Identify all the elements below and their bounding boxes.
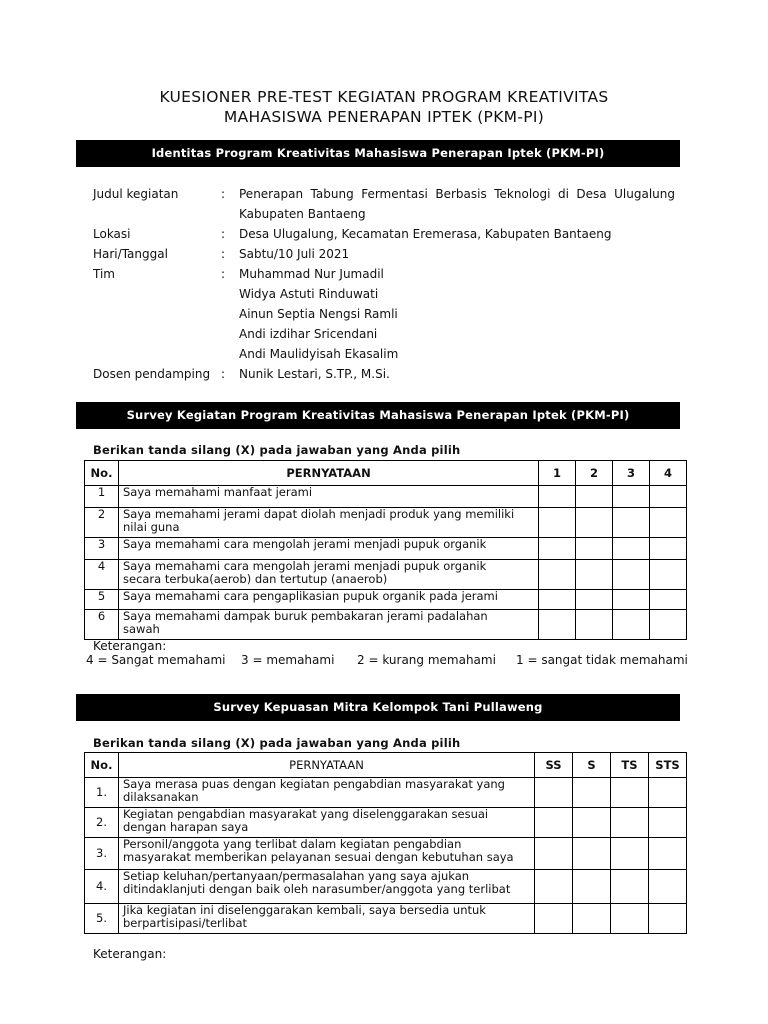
- statement-line: Saya memahami cara mengolah jerami menjadi pupuk organik: [123, 537, 487, 551]
- row-statement: [119, 808, 535, 838]
- row-statement: [119, 904, 535, 934]
- table-row: [85, 508, 687, 538]
- statement-line: Jika kegiatan ini diselenggarakan kembali, saya bersedia untuk: [123, 903, 486, 917]
- answer-cell[interactable]: [539, 610, 576, 640]
- scale-header: 3: [613, 461, 650, 486]
- answer-cell[interactable]: [535, 904, 573, 934]
- row-statement: [119, 486, 539, 508]
- answer-cell[interactable]: [539, 590, 576, 610]
- survey1-table: [84, 460, 687, 640]
- hari-label: Hari/Tanggal: [93, 247, 168, 261]
- answer-cell[interactable]: [539, 486, 576, 508]
- answer-cell[interactable]: [611, 904, 649, 934]
- answer-cell[interactable]: [573, 838, 611, 870]
- row-statement: [119, 610, 539, 640]
- row-number: 1: [85, 486, 119, 508]
- answer-cell[interactable]: [576, 538, 613, 560]
- row-number: 4: [85, 560, 119, 590]
- identity-section-header: Identitas Program Kreativitas Mahasiswa Penerapan Iptek (PKM-PI): [76, 140, 680, 167]
- scale-header: TS: [611, 753, 649, 778]
- survey2-table: [84, 752, 687, 934]
- row-statement: [119, 538, 539, 560]
- statement-line: Saya memahami dampak buruk pembakaran jerami padalahan: [123, 609, 488, 623]
- table-row: [85, 904, 687, 934]
- row-statement: [119, 508, 539, 538]
- answer-cell[interactable]: [649, 778, 687, 808]
- answer-cell[interactable]: [539, 560, 576, 590]
- table-row: [85, 538, 687, 560]
- statement-line: Saya memahami cara mengolah jerami menjadi pupuk organik: [123, 559, 487, 573]
- answer-cell[interactable]: [650, 486, 687, 508]
- statement-line: Personil/anggota yang terlibat dalam kegiatan pengabdian: [123, 837, 462, 851]
- judul-value-line-1: Penerapan Tabung Fermentasi Berbasis Teknologi di Desa Ulugalung: [239, 187, 675, 201]
- lokasi-colon: :: [221, 227, 226, 241]
- tim-member: Muhammad Nur Jumadil: [239, 267, 384, 281]
- answer-cell[interactable]: [613, 538, 650, 560]
- row-number: 2.: [85, 808, 119, 838]
- statement-line: secara terbuka(aerob) dan tertutup (anaerob): [123, 572, 388, 586]
- table-row: [85, 590, 687, 610]
- survey2-header-row: [85, 753, 687, 778]
- survey1-header-row: [85, 461, 687, 486]
- judul-value-line-2: Kabupaten Bantaeng: [239, 207, 366, 221]
- legend-item: 2 = kurang memahami: [357, 653, 496, 667]
- document-title-line-1: KUESIONER PRE-TEST KEGIATAN PROGRAM KREATIVITAS: [159, 88, 609, 106]
- answer-cell[interactable]: [535, 838, 573, 870]
- dosen-label: Dosen pendamping: [93, 367, 211, 381]
- row-statement: [119, 560, 539, 590]
- statement-line: berpartisipasi/terlibat: [123, 916, 248, 930]
- dosen-value: Nunik Lestari, S.TP., M.Si.: [239, 367, 390, 381]
- row-number: 3: [85, 538, 119, 560]
- answer-cell[interactable]: [539, 508, 576, 538]
- tim-member: Andi Maulidyisah Ekasalim: [239, 347, 399, 361]
- document-title-line-2: MAHASISWA PENERAPAN IPTEK (PKM-PI): [223, 108, 545, 126]
- answer-cell[interactable]: [649, 808, 687, 838]
- legend-item: 1 = sangat tidak memahami: [516, 653, 688, 667]
- table-row: [85, 808, 687, 838]
- row-number: 2: [85, 508, 119, 538]
- answer-cell[interactable]: [611, 870, 649, 904]
- row-number: 4.: [85, 870, 119, 904]
- statement-line: nilai guna: [123, 520, 180, 534]
- tim-member: Ainun Septia Nengsi Ramli: [239, 307, 398, 321]
- tim-member: Widya Astuti Rinduwati: [239, 287, 379, 301]
- hari-value: Sabtu/10 Juli 2021: [239, 247, 350, 261]
- tim-colon: :: [221, 267, 226, 281]
- answer-cell[interactable]: [611, 808, 649, 838]
- survey1-keterangan-label: Keterangan:: [93, 639, 167, 653]
- row-number: 3.: [85, 838, 119, 870]
- answer-cell[interactable]: [576, 590, 613, 610]
- statement-line: Saya merasa puas dengan kegiatan pengabdian masyarakat yang: [123, 777, 505, 791]
- statement-line: Kegiatan pengabdian masyarakat yang diselenggarakan sesuai: [123, 807, 489, 821]
- table-row: [85, 870, 687, 904]
- statement-line: dengan harapan saya: [123, 820, 249, 834]
- dosen-colon: :: [221, 367, 226, 381]
- answer-cell[interactable]: [573, 808, 611, 838]
- answer-cell[interactable]: [611, 838, 649, 870]
- answer-cell[interactable]: [576, 560, 613, 590]
- answer-cell[interactable]: [650, 610, 687, 640]
- scale-header: 1: [539, 461, 576, 486]
- survey2-keterangan-label: Keterangan:: [93, 947, 167, 961]
- answer-cell[interactable]: [576, 610, 613, 640]
- answer-cell[interactable]: [576, 508, 613, 538]
- answer-cell[interactable]: [613, 590, 650, 610]
- answer-cell[interactable]: [535, 778, 573, 808]
- answer-cell[interactable]: [613, 610, 650, 640]
- row-statement: [119, 838, 535, 870]
- col-statement-header: PERNYATAAN: [119, 753, 535, 778]
- row-statement: [119, 778, 535, 808]
- table-row: [85, 778, 687, 808]
- judul-colon: :: [221, 187, 226, 201]
- answer-cell[interactable]: [650, 560, 687, 590]
- answer-cell[interactable]: [649, 838, 687, 870]
- answer-cell[interactable]: [650, 508, 687, 538]
- lokasi-value: Desa Ulugalung, Kecamatan Eremerasa, Kabupaten Bantaeng: [239, 227, 612, 241]
- answer-cell[interactable]: [576, 486, 613, 508]
- answer-cell[interactable]: [573, 904, 611, 934]
- hari-colon: :: [221, 247, 226, 261]
- answer-cell[interactable]: [649, 904, 687, 934]
- scale-header: SS: [535, 753, 573, 778]
- statement-line: dilaksanakan: [123, 790, 199, 804]
- answer-cell[interactable]: [535, 808, 573, 838]
- scale-header: 4: [650, 461, 687, 486]
- legend-item: 3 = memahami: [241, 653, 335, 667]
- statement-line: ditindaklanjuti dengan baik oleh narasumber/anggota yang terlibat: [123, 882, 511, 896]
- col-no-header: No.: [85, 461, 119, 486]
- statement-line: sawah: [123, 622, 160, 636]
- row-number: 5.: [85, 904, 119, 934]
- answer-cell[interactable]: [539, 538, 576, 560]
- judul-label: Judul kegiatan: [93, 187, 179, 201]
- scale-header: S: [573, 753, 611, 778]
- col-statement-header: PERNYATAAN: [119, 461, 539, 486]
- survey2-instruction: Berikan tanda silang (X) pada jawaban yang Anda pilih: [93, 736, 461, 750]
- answer-cell[interactable]: [535, 870, 573, 904]
- answer-cell[interactable]: [613, 560, 650, 590]
- scale-header: 2: [576, 461, 613, 486]
- row-statement: [119, 870, 535, 904]
- tim-member: Andi izdihar Sricendani: [239, 327, 378, 341]
- tim-label: Tim: [93, 267, 115, 281]
- statement-line: Saya memahami cara pengaplikasian pupuk organik pada jerami: [123, 589, 498, 603]
- answer-cell[interactable]: [573, 870, 611, 904]
- row-number: 6: [85, 610, 119, 640]
- scale-header: STS: [649, 753, 687, 778]
- table-row: [85, 610, 687, 640]
- survey1-instruction: Berikan tanda silang (X) pada jawaban yang Anda pilih: [93, 443, 461, 457]
- col-no-header: No.: [85, 753, 119, 778]
- table-row: [85, 486, 687, 508]
- survey2-header: Survey Kepuasan Mitra Kelompok Tani Pullaweng: [76, 694, 680, 721]
- statement-line: Setiap keluhan/pertanyaan/permasalahan yang saya ajukan: [123, 869, 470, 883]
- statement-line: Saya memahami manfaat jerami: [123, 485, 313, 499]
- answer-cell[interactable]: [613, 508, 650, 538]
- row-statement: [119, 590, 539, 610]
- statement-line: masyarakat memberikan pelayanan sesuai dengan kebutuhan saya: [123, 850, 514, 864]
- lokasi-label: Lokasi: [93, 227, 131, 241]
- table-row: [85, 838, 687, 870]
- answer-cell[interactable]: [573, 778, 611, 808]
- survey1-header: Survey Kegiatan Program Kreativitas Mahasiswa Penerapan Iptek (PKM-PI): [76, 402, 680, 429]
- row-number: 5: [85, 590, 119, 610]
- answer-cell[interactable]: [613, 486, 650, 508]
- table-row: [85, 560, 687, 590]
- row-number: 1.: [85, 778, 119, 808]
- answer-cell[interactable]: [649, 870, 687, 904]
- answer-cell[interactable]: [650, 590, 687, 610]
- answer-cell[interactable]: [650, 538, 687, 560]
- answer-cell[interactable]: [611, 778, 649, 808]
- legend-item: 4 = Sangat memahami: [86, 653, 226, 667]
- statement-line: Saya memahami jerami dapat diolah menjadi produk yang memiliki: [123, 507, 515, 521]
